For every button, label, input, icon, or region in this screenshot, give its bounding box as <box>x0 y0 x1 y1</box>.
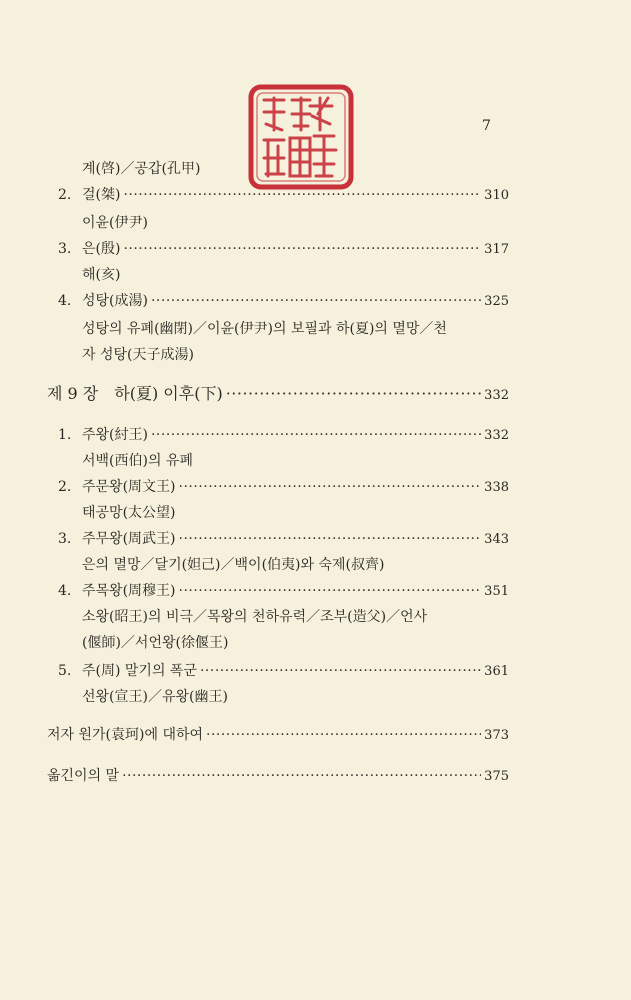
dot-leader <box>179 531 482 547</box>
dot-leader <box>200 663 481 679</box>
toc-entry-number: 5. <box>58 663 72 679</box>
toc-entry-page: 332 <box>484 428 509 443</box>
toc-sub-entry <box>82 606 427 626</box>
dot-leader <box>151 427 481 443</box>
toc-entry-page: 351 <box>484 584 509 599</box>
chapter-label: 제 9 장 <box>47 384 99 403</box>
toc-sub-entry-text: 서백(西伯)의 유폐 <box>82 453 193 469</box>
toc-entry[interactable] <box>58 424 509 444</box>
dot-leader <box>122 768 481 784</box>
toc-sub-entry <box>82 264 120 284</box>
chapter-heading[interactable] <box>47 381 509 404</box>
dot-leader <box>226 384 481 403</box>
toc-back-matter-entry[interactable] <box>47 765 509 785</box>
toc-entry[interactable] <box>58 660 509 680</box>
page-number: 7 <box>482 118 491 134</box>
dot-leader <box>206 727 481 743</box>
dot-leader <box>123 241 481 257</box>
toc-sub-entry <box>82 502 176 522</box>
dot-leader <box>179 479 482 495</box>
toc-entry-number: 2. <box>58 187 72 203</box>
toc-entry-title: 주(周) 말기의 폭군 <box>82 663 197 679</box>
toc-entry-page: 325 <box>484 294 509 309</box>
chapter-title: 하(夏) 이후(下) <box>114 384 223 403</box>
toc-entry-page: 310 <box>484 188 509 203</box>
toc-sub-entry-text: 은의 멸망／달기(妲己)／백이(伯夷)와 숙제(叔齊) <box>82 557 385 573</box>
toc-entry[interactable] <box>58 476 509 496</box>
toc-entry[interactable] <box>58 528 509 548</box>
toc-entry-title: 은(殷) <box>82 241 121 257</box>
toc-sub-entry <box>82 686 228 706</box>
toc-entry-title: 걸(桀) <box>82 187 121 203</box>
toc-entry-page: 373 <box>484 728 509 743</box>
toc-entry-number: 2. <box>58 479 72 495</box>
dot-leader <box>179 583 482 599</box>
toc-entry-number: 3. <box>58 241 72 257</box>
toc-sub-entry-text: 이윤(伊尹) <box>82 215 148 231</box>
toc-entry-number: 4. <box>58 293 72 309</box>
toc-sub-entry <box>82 158 200 178</box>
chapter-page: 332 <box>484 388 509 403</box>
toc-sub-entry <box>82 632 228 652</box>
toc-entry-page: 375 <box>484 769 509 784</box>
toc-entry[interactable] <box>58 290 509 310</box>
toc-sub-entry <box>82 212 148 232</box>
toc-entry-title: 주무왕(周武王) <box>82 531 176 547</box>
toc-sub-entry <box>82 450 193 470</box>
toc-sub-entry-text: (偃師)／서언왕(徐偃王) <box>82 635 229 651</box>
toc-back-matter-entry[interactable] <box>47 724 509 744</box>
toc-sub-entry-text: 해(亥) <box>82 267 121 283</box>
toc-sub-entry <box>82 344 194 364</box>
dot-leader <box>151 293 481 309</box>
toc-sub-entry-text: 선왕(宣王)／유왕(幽王) <box>82 689 228 705</box>
toc-entry-title: 성탕(成湯) <box>82 293 148 309</box>
toc-entry-title: 저자 원가(袁珂)에 대하여 <box>47 727 204 743</box>
toc-entry-page: 361 <box>484 664 509 679</box>
toc-entry[interactable] <box>58 580 509 600</box>
toc-entry-number: 4. <box>58 583 72 599</box>
toc-entry-page: 338 <box>484 480 509 495</box>
toc-sub-entry-text: 자 성탕(天子成湯) <box>82 347 194 363</box>
toc-entry-number: 1. <box>58 427 72 443</box>
toc-entry-number: 3. <box>58 531 72 547</box>
toc-entry[interactable] <box>58 184 509 204</box>
toc-sub-entry-text: 소왕(昭王)의 비극／목왕의 천하유력／조부(造父)／언사 <box>82 609 428 625</box>
toc-entry-title: 주문왕(周文王) <box>82 479 176 495</box>
toc-entry[interactable] <box>58 238 509 258</box>
toc-entry-title: 주왕(紂王) <box>82 427 148 443</box>
toc-entry-page: 317 <box>484 242 509 257</box>
toc-sub-entry <box>82 554 384 574</box>
toc-sub-entry-text: 계(啓)／공갑(孔甲) <box>82 161 201 177</box>
toc-sub-entry-text: 태공망(太公望) <box>82 505 176 521</box>
dot-leader <box>123 187 481 203</box>
toc-entry-page: 343 <box>484 532 509 547</box>
toc-entry-title: 옮긴이의 말 <box>47 768 120 784</box>
toc-sub-entry <box>82 318 447 338</box>
toc-sub-entry-text: 성탕의 유폐(幽閉)／이윤(伊尹)의 보필과 하(夏)의 멸망／천 <box>82 321 447 337</box>
toc-entry-title: 주목왕(周穆王) <box>82 583 176 599</box>
